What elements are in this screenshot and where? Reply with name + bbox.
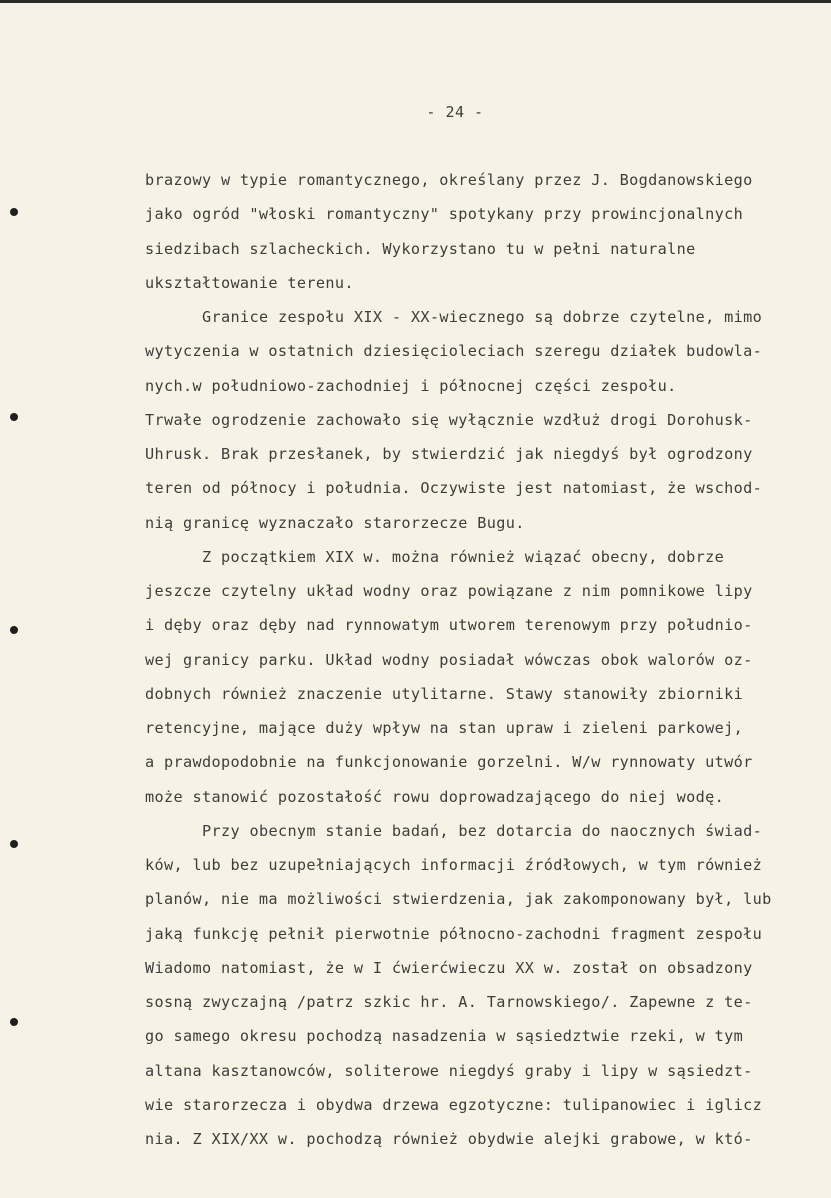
text-line: wej granicy parku. Układ wodny posiadał wówczas obok walorów oz- bbox=[145, 650, 753, 669]
text-line: sosną zwyczajną /patrz szkic hr. A. Tarnowskiego/. Zapewne z te- bbox=[145, 993, 753, 1011]
page-number: - 24 - bbox=[426, 103, 484, 121]
text-line: planów, nie ma możliwości stwierdzenia, jak zakomponowany był, lub bbox=[145, 890, 772, 909]
text-line: Z początkiem XIX w. można również wiązać obecny, dobrze bbox=[202, 547, 725, 566]
text-line: wytyczenia w ostatnich dziesięcioleciach szeregu działek budowla- bbox=[145, 342, 763, 361]
text-line: a prawdopodobnie na funkcjonowanie gorzelni. W/w rynnowaty utwór bbox=[145, 753, 753, 772]
text-line: jako ogród "włoski romantyczny" spotykany przy prowincjonalnych bbox=[145, 205, 744, 224]
text-line: altana kasztanowców, soliterowe niegdyś graby i lipy w sąsiedzt- bbox=[145, 1061, 753, 1080]
text-line: Trwałe ogrodzenie zachowało się wyłącznie wzdłuż drogi Dorohusk- bbox=[145, 410, 753, 429]
punch-hole bbox=[10, 1018, 18, 1026]
text-line: wie starorzecza i obydwa drzewa egzotyczne: tulipanowiec i iglicz bbox=[145, 1095, 763, 1114]
punch-hole bbox=[10, 626, 18, 634]
text-line: nia. Z XIX/XX w. pochodzą również obydwie alejki grabowe, w któ- bbox=[145, 1130, 753, 1148]
text-line: jaką funkcję pełnił pierwotnie północno-zachodni fragment zespołu bbox=[145, 924, 763, 943]
text-line: go samego okresu pochodzą nasadzenia w sąsiedztwie rzeki, w tym bbox=[145, 1027, 744, 1046]
text-line: Granice zespołu XIX - XX-wiecznego są dobrze czytelne, mimo bbox=[202, 308, 763, 326]
text-line: ków, lub bez uzupełniających informacji źródłowych, w tym również bbox=[145, 856, 763, 874]
text-line: retencyjne, mające duży wpływ na stan upraw i zieleni parkowej, bbox=[145, 719, 744, 737]
text-line: dobnych również znaczenie utylitarne. Stawy stanowiły zbiorniki bbox=[145, 684, 744, 703]
text-line: Przy obecnym stanie badań, bez dotarcia do naocznych świad- bbox=[202, 821, 763, 840]
page-top-edge bbox=[0, 0, 831, 3]
punch-hole bbox=[10, 208, 18, 216]
text-line: jeszcze czytelny układ wodny oraz powiązane z nim pomnikowe lipy bbox=[145, 582, 753, 600]
text-line: brazowy w typie romantycznego, określany przez J. Bogdanowskiego bbox=[145, 171, 753, 189]
text-line: Uhrusk. Brak przesłanek, by stwierdzić jak niegdyś był ogrodzony bbox=[145, 445, 753, 463]
punch-hole bbox=[10, 840, 18, 848]
text-line: może stanowić pozostałość rowu doprowadzającego do niej wodę. bbox=[145, 787, 725, 806]
text-line: nych.w południowo-zachodniej i północnej części zespołu. bbox=[145, 376, 677, 395]
text-line: nią granicę wyznaczało starorzecze Bugu. bbox=[145, 513, 525, 532]
text-line: Wiadomo natomiast, że w I ćwierćwieczu XX w. został on obsadzony bbox=[145, 958, 753, 977]
text-line: i dęby oraz dęby nad rynnowatym utworem terenowym przy południo- bbox=[145, 616, 753, 635]
text-line: ukształtowanie terenu. bbox=[145, 273, 354, 292]
text-line: teren od północy i południa. Oczywiste jest natomiast, że wschod- bbox=[145, 479, 763, 498]
text-line: siedzibach szlacheckich. Wykorzystano tu w pełni naturalne bbox=[145, 239, 696, 258]
punch-hole bbox=[10, 413, 18, 421]
